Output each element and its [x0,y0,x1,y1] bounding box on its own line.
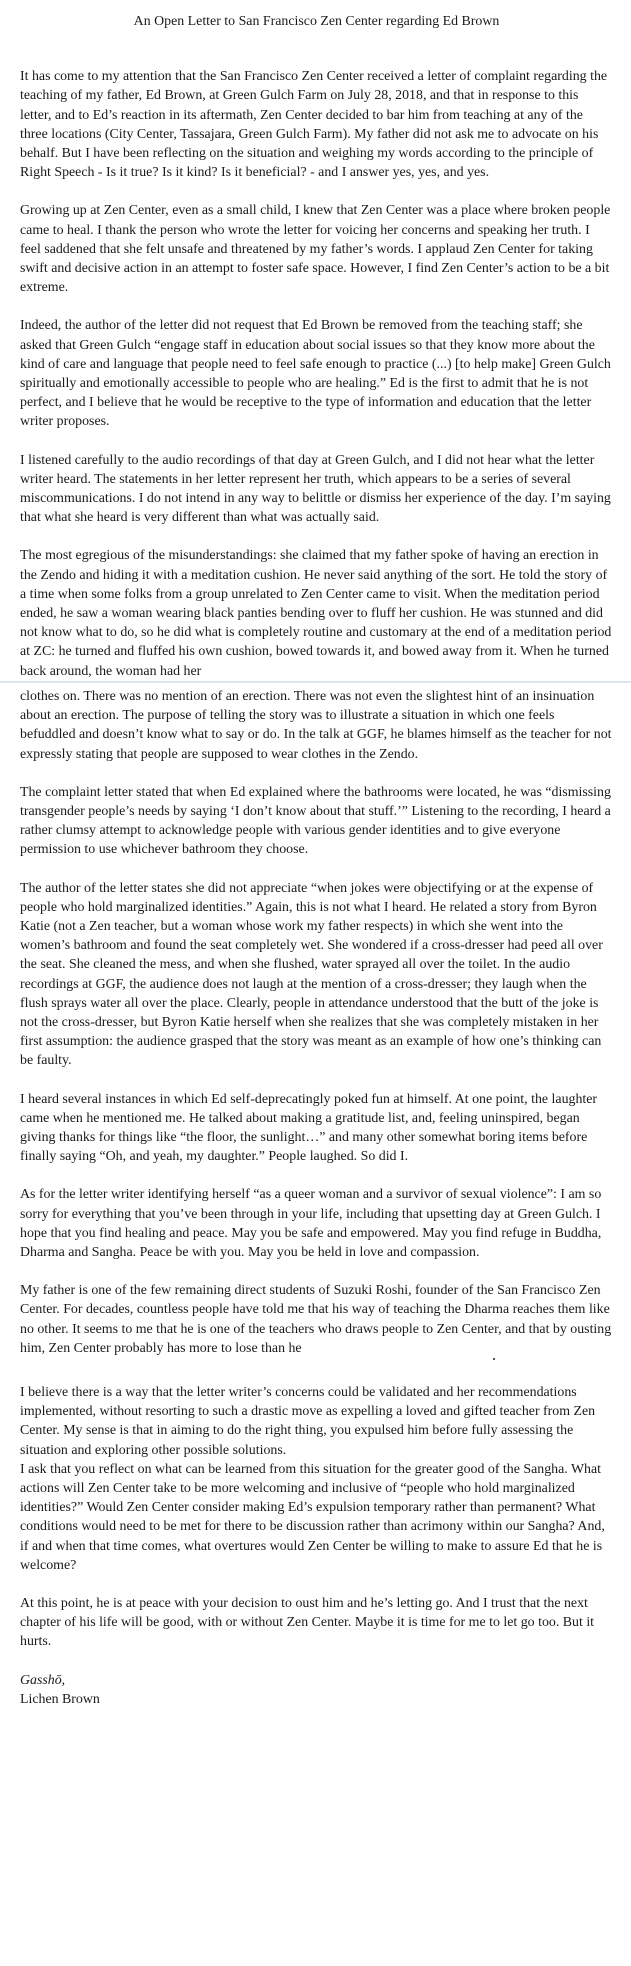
paragraph: Indeed, the author of the letter did not request that Ed Brown be removed from the teaching staff; she asked that Green Gulch “engage staff in education about social issues so that they know more about the kind of care and language that people need to feel safe enough to practice (...) [to help make] Green Gulch spiritually and emotionally accessible to people who are healing.” Ed is the first to admit that he is not perfect, and I believe that he would be receptive to the type of information and education that the letter writer proposes. [20,318,611,430]
signoff: Gasshō, [20,1672,66,1688]
signature-block [20,1671,613,1709]
cut-off-line-fragment [20,1358,613,1364]
paragraph: The complaint letter stated that when Ed explained where the bathrooms were located, he was “dismissing transgender people’s needs by saying ‘I don’t know about that stuff.’” Listening to the recording, I heard a rather clumsy attempt to acknowledge people with various gender identities and to give everyone permission to use whichever bathroom they choose. [20,784,611,858]
paragraph: It has come to my attention that the San Francisco Zen Center received a letter of complaint regarding the teaching of my father, Ed Brown, at Green Gulch Farm on July 28, 2018, and that in response to this letter, and to Ed’s reaction in its aftermath, Zen Center decided to bar him from teaching at any of the three locations (City Center, Tassajara, Green Gulch Farm). My father did not ask me to advocate on his behalf. But I have been reflecting on the situation and weighing my words according to the principle of Right Speech - Is it true? Is it kind? Is it beneficial? - and I answer yes, yes, and yes. [20,69,608,181]
paragraph: At this point, he is at peace with your decision to oust him and he’s letting go. And I trust that the next chapter of his life will be good, with or without Zen Center. Maybe it is time for me to let go too. But it hurts. [20,1596,595,1650]
paragraph: I heard several instances in which Ed self-deprecatingly poked fun at himself. At one point, the laughter came when he mentioned me. He talked about making a gratitude list, and, feeling uninspired, began giving thanks for things like “the floor, the sunlight…” and many other somewhat boring items before finally saying “Oh, and yeah, my daughter.” People laughed. So did I. [20,1091,598,1165]
paragraph: As for the letter writer identifying herself “as a queer woman and a survivor of sexual violence”: I am so sorry for everything that you’ve been through in your life, including that upsetting day at Green Gulch. I hope that you find healing and peace. May you be safe and empowered. May you find refuge in Buddha, Dharma and Sangha. Peace be with you. May you be held in love and compassion. [20,1187,602,1260]
paragraph: I believe there is a way that the letter writer’s concerns could be validated and her recommendations implemented, without resorting to such a drastic move as expelling a loved and gifted teacher from Zen Center. My sense is that in aiming to do the right thing, you expulsed him before fully assessing the situation and exploring other possible solutions. [20,1384,596,1458]
paragraph: I ask that you reflect on what can be learned from this situation for the greater good of the Sangha. What actions will Zen Center take to be more welcoming and inclusive of “people who hold marginalized identities?” Would Zen Center consider making Ed’s expulsion temporary rather than permanent? What conditions would need to be met for there to be discussion rather than acrimony within our Sangha? And, if and when that time comes, what overtures would Zen Center be willing to make to assure Ed that he is welcome? [20,1461,605,1573]
paragraph: clothes on. There was no mention of an erection. There was not even the slightest hint of an insinuation about an erection. The purpose of telling the story was to illustrate a situation in which one feels befuddled and doesn’t know what to say or do. In the talk at GGF, he blames himself as the teacher for not expressly stating that people are supposed to wear clothes in the Zendo. [20,688,612,762]
paragraph: The author of the letter states she did not appreciate “when jokes were objectifying or at the expense of people who hold marginalized identities.” Again, this is not what I heard. He related a story from Byron Katie (not a Zen teacher, but a woman whose work my father respects) in which she went into the women’s bathroom and found the seat completely wet. She wondered if a cross-dresser had peed all over the seat. She cleaned the mess, and when she flushed, water sprayed all over the toilet. In the audio recordings at GGF, the audience does not laugh at the mention of a cross-dresser; they laugh when the flush sprays water all over the place. Clearly, people in attendance understood that the butt of the joke is not the cross-dresser, but Byron Katie herself when she realizes that she was completely mistaken in her first assumption: the audience grasped that the story was meant as an example of how one’s thinking can be faulty. [20,880,603,1069]
signature-name: Lichen Brown [20,1691,100,1707]
paragraph: Growing up at Zen Center, even as a small child, I knew that Zen Center was a place where broken people came to heal. I thank the person who wrote the letter for voicing her concerns and speaking her truth. I feel saddened that she felt unsafe and threatened by my father’s words. I applaud Zen Center for taking swift and decisive action in an attempt to foster safe space. However, I find Zen Center’s action to be a bit extreme. [20,203,611,296]
page-seam-divider [0,681,631,683]
letter-title: An Open Letter to San Francisco Zen Center regarding Ed Brown [133,14,500,29]
paragraph: I listened carefully to the audio recordings of that day at Green Gulch, and I did not hear what the letter writer heard. The statements in her letter represent her truth, which appears to be a series of several miscommunications. I do not intend in any way to belittle or dismiss her experience of the day. I’m saying that what she heard is very different than what was actually said. [20,452,611,526]
paragraph: My father is one of the few remaining direct students of Suzuki Roshi, founder of the San Francisco Zen Center. For decades, countless people have told me that his way of teaching the Dharma reaches them like no other. It seems to me that he is one of the teachers who draws people to Zen Center, and that by ousting him, Zen Center probably has more to lose than he [20,1283,612,1356]
paragraph: The most egregious of the misunderstandings: she claimed that my father spoke of having an erection in the Zendo and hiding it with a meditation cushion. He never said anything of the sort. He told the story of a time when some folks from a group unrelated to Zen Center came to visit. When the meditation period ended, he saw a woman wearing black panties bending over to fluff her cushion. He was stunned and did not know what to do, so he did what is completely routine and customary at the end of a meditation period at ZC: he turned and fluffed his own cushion, bowed towards it, and bowed away from it. When he turned back around, the woman had her [20,548,612,679]
